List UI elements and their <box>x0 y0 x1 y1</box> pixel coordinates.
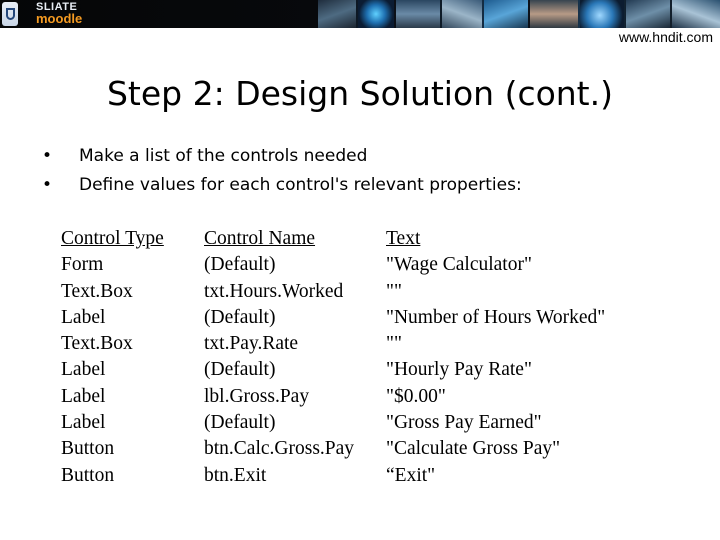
bullet-item <box>42 171 522 200</box>
institution-seal-icon <box>2 2 18 26</box>
bullet-text: Make a list of the controls needed <box>79 146 368 166</box>
cell-control-name: btn.Calc.Gross.Pay <box>204 438 355 460</box>
cell-control-name: btn.Exit <box>204 464 267 486</box>
banner-photo <box>530 0 578 28</box>
cell-control-type: Label <box>61 412 106 434</box>
banner-photo <box>626 0 670 28</box>
bullet-list <box>42 142 522 200</box>
column-header-control-type: Control Type <box>61 228 164 249</box>
cell-text: "" <box>386 280 402 302</box>
column-header-text: Text <box>386 228 421 249</box>
cell-control-name: (Default) <box>204 359 276 381</box>
banner-photo <box>580 0 624 28</box>
cell-control-type: Label <box>61 385 106 407</box>
logo-text-sliate: SLIATE <box>36 1 78 13</box>
bullet-item <box>42 142 522 171</box>
cell-control-name: (Default) <box>204 412 276 434</box>
cell-control-type: Text.Box <box>61 280 133 302</box>
cell-control-name: (Default) <box>204 254 276 276</box>
banner-photo <box>672 0 720 28</box>
logo-text-moodle: moodle <box>36 11 83 26</box>
banner-photo <box>484 0 528 28</box>
cell-control-name: (Default) <box>204 306 276 328</box>
bullet-icon: • <box>42 146 53 166</box>
banner-photo <box>396 0 440 28</box>
bullet-icon: • <box>42 175 53 195</box>
cell-text: "Wage Calculator" <box>386 254 532 276</box>
cell-control-name: txt.Pay.Rate <box>204 333 299 355</box>
cell-control-name: txt.Hours.Worked <box>204 280 344 302</box>
cell-text: "$0.00" <box>386 385 446 407</box>
cell-text: "Gross Pay Earned" <box>386 412 542 434</box>
bullet-text: Define values for each control's relevant properties: <box>79 175 522 195</box>
sliate-moodle-logo <box>36 2 100 26</box>
banner-photo <box>318 0 356 28</box>
cell-text: "" <box>386 333 402 355</box>
cell-control-type: Label <box>61 306 106 328</box>
cell-control-type: Text.Box <box>61 333 133 355</box>
site-url: www.hndit.com <box>618 29 713 45</box>
banner-photo <box>358 0 394 28</box>
cell-control-name: lbl.Gross.Pay <box>204 385 310 407</box>
header-banner <box>0 0 720 28</box>
slide-title: Step 2: Design Solution (cont.) <box>106 74 613 113</box>
banner-photo <box>442 0 482 28</box>
cell-text: "Number of Hours Worked" <box>386 306 606 328</box>
cell-text: “Exit" <box>386 464 436 486</box>
cell-control-type: Button <box>61 438 115 460</box>
cell-text: "Hourly Pay Rate" <box>386 359 532 381</box>
column-header-control-name: Control Name <box>204 228 316 249</box>
cell-control-type: Label <box>61 359 106 381</box>
cell-text: "Calculate Gross Pay" <box>386 438 561 460</box>
cell-control-type: Button <box>61 464 115 486</box>
cell-control-type: Form <box>61 254 104 276</box>
